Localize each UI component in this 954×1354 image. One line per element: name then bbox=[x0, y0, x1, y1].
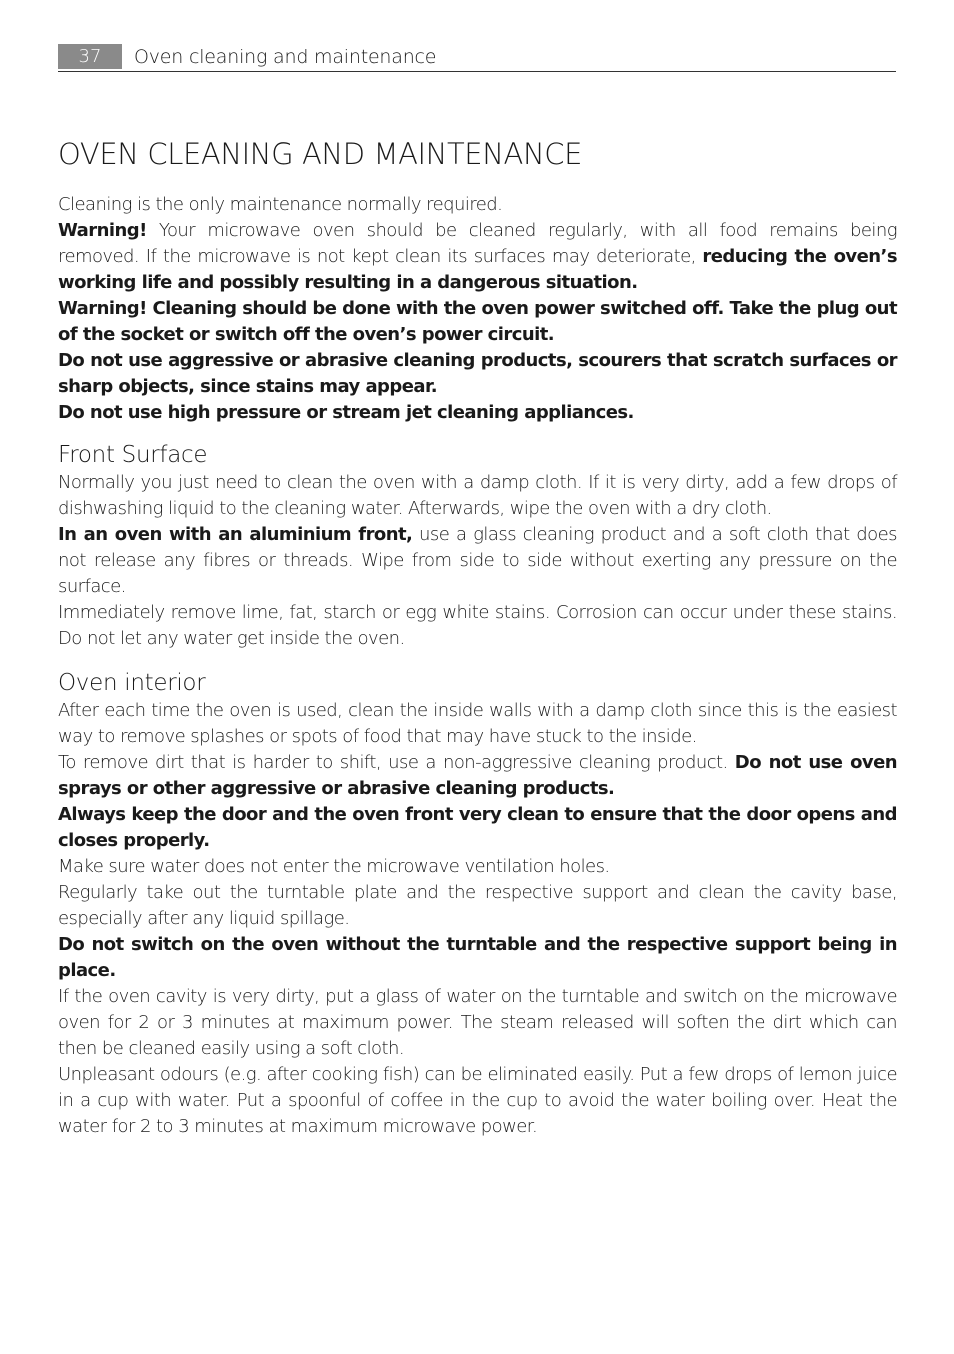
odours-paragraph: Unpleasant odours (e.g. after cooking fish) can be eliminated easily. Put a few drops of lemon juice in a cup with water. Put a spoonful of coffee in the cup to avoid the water boiling over. Heat the water for 2 to 3 minutes at maximum microwave power. bbox=[58, 1064, 897, 1137]
power-warning: Warning! Cleaning should be done with the oven power switched off. Take the plug out of the socket or switch off the oven’s power circuit. bbox=[58, 298, 897, 345]
section-heading-front: Front Surface bbox=[58, 442, 208, 468]
front-paragraph: Normally you just need to clean the oven with a damp cloth. If it is very dirty, add a few drops of dishwashing liquid to the cleaning water. Afterwards, wipe the oven with a dry cloth. bbox=[58, 472, 897, 519]
pressure-warning: Do not use high pressure or stream jet cleaning appliances. bbox=[58, 402, 634, 423]
warning-text: Your microwave oven should be cleaned regularly, with all food remains being removed. If the microwave is not kept clean its surfaces may deteriorate, bbox=[58, 220, 897, 267]
oven-interior-section bbox=[58, 668, 897, 1140]
page-number: 37 bbox=[58, 44, 122, 69]
turntable-warning: Do not switch on the oven without the turntable and the respective support being in place. bbox=[58, 934, 897, 981]
front-surface-section bbox=[58, 440, 897, 652]
door-warning: Always keep the door and the oven front very clean to ensure that the door opens and closes properly. bbox=[58, 804, 897, 851]
page-content bbox=[58, 136, 897, 1140]
warning-paragraph bbox=[58, 218, 897, 296]
running-header-title: Oven cleaning and maintenance bbox=[134, 45, 437, 68]
abrasive-warning: Do not use aggressive or abrasive cleaning products, scourers that scratch surfaces or sharp objects, since stains may appear. bbox=[58, 350, 897, 397]
turntable-paragraph: Regularly take out the turntable plate and the respective support and clean the cavity base, especially after any liquid spillage. bbox=[58, 882, 897, 929]
ventilation-paragraph: Make sure water does not enter the microwave ventilation holes. bbox=[58, 856, 610, 877]
warning-emphasis: reducing the oven’s working life and possibly resulting in a dangerous situation. bbox=[58, 246, 897, 293]
section-heading-interior: Oven interior bbox=[58, 670, 206, 696]
aluminium-paragraph: In an oven with an aluminium front, use a glass cleaning product and a soft cloth that does not release any fibres or threads. Wipe from side to side without exerting any pressure on the surface. bbox=[58, 524, 897, 597]
warning-label: Warning! bbox=[58, 220, 147, 241]
intro-section bbox=[58, 192, 897, 426]
stains-paragraph: Immediately remove lime, fat, starch or egg white stains. Corrosion can occur under these stains. Do not let any water get inside the oven. bbox=[58, 602, 897, 649]
cavity-paragraph: If the oven cavity is very dirty, put a glass of water on the turntable and switch on the microwave oven for 2 or 3 minutes at maximum power. The steam released will soften the dirt which can then be cleaned easily using a soft cloth. bbox=[58, 986, 897, 1059]
page-header bbox=[58, 42, 896, 72]
intro-paragraph: Cleaning is the only maintenance normally required. bbox=[58, 194, 503, 215]
dirt-paragraph: To remove dirt that is harder to shift, use a non-aggressive cleaning product. Do not use oven sprays or other aggressive or abrasive cleaning products. bbox=[58, 752, 897, 799]
page-title: OVEN CLEANING AND MAINTENANCE bbox=[58, 137, 583, 171]
interior-paragraph: After each time the oven is used, clean the inside walls with a damp cloth since this is the easiest way to remove splashes or spots of food that may have stuck to the inside. bbox=[58, 700, 897, 747]
